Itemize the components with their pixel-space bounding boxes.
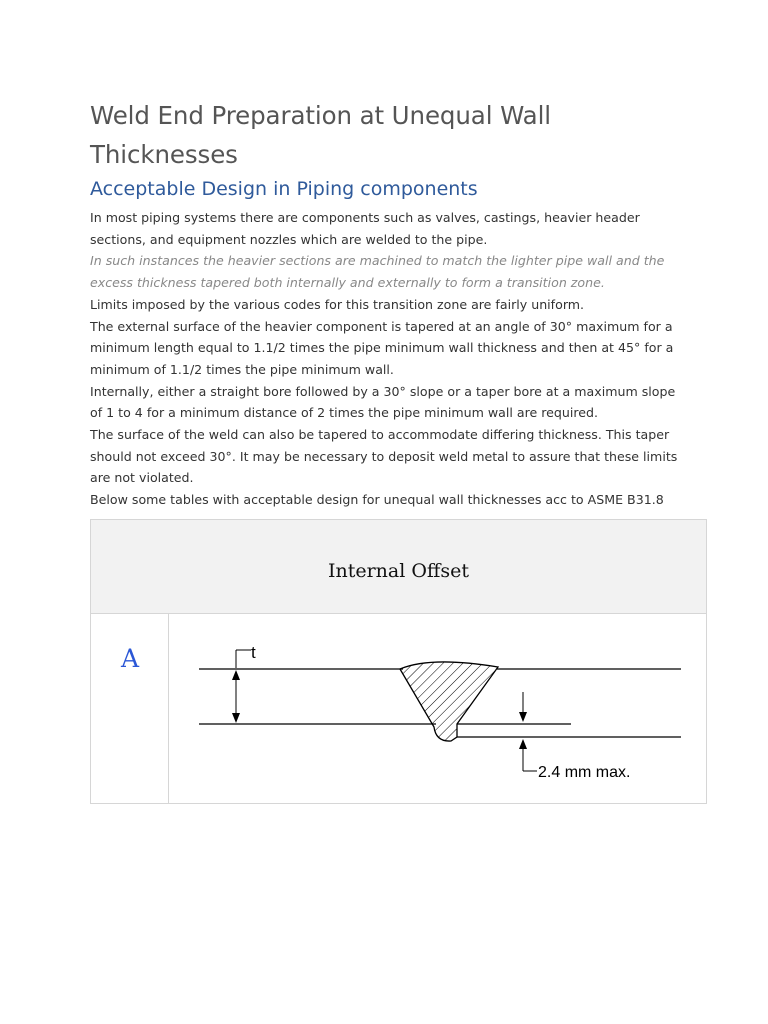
max-label: 2.4 mm max. <box>538 764 631 781</box>
max-arrow-lower <box>519 739 527 749</box>
row-label: A <box>120 644 140 673</box>
weld-bead <box>400 662 498 741</box>
weld-offset-diagram <box>91 520 708 805</box>
max-arrow-upper <box>519 712 527 722</box>
paragraph-intro: In most piping systems there are components such as valves, castings, heavier header sections, and equipment nozzles which are welded to the pipe. <box>90 210 640 247</box>
paragraph-weld-surface: The surface of the weld can also be tapered to accommodate differing thickness. This taper should not exceed 30°. It may be necessary to deposit weld metal to assure that these limits are not violated. <box>90 427 678 486</box>
paragraph-tables-intro: Below some tables with acceptable design for unequal wall thicknesses acc to ASME B31.8 <box>90 492 664 508</box>
page-title: Weld End Preparation at Unequal Wall Thicknesses <box>90 101 551 169</box>
table-title: Internal Offset <box>327 560 470 582</box>
section-heading: Acceptable Design in Piping components <box>90 178 478 200</box>
paragraph-internal: Internally, either a straight bore followed by a 30° slope or a taper bore at a maximum slope of 1 to 4 for a minimum distance of 2 times the pipe minimum wall are required. <box>90 383 676 421</box>
internal-offset-table <box>90 519 707 804</box>
paragraph-limits: Limits imposed by the various codes for this transition zone are fairly uniform. <box>90 296 585 312</box>
t-arrow-bottom <box>232 713 240 723</box>
paragraph-external: The external surface of the heavier component is tapered at an angle of 30° maximum for a minimum length equal to 1.1/2 times the pipe minimum wall thickness and then at 45° for a minimum of 1.1/2 times the pipe minimum wall. <box>90 318 674 377</box>
article <box>90 96 680 511</box>
t-arrow-top <box>232 670 240 680</box>
t-label: t <box>251 643 256 662</box>
paragraph-italic: In such instances the heavier sections are machined to match the lighter pipe wall and the excess thickness tapered both internally and externally to form a transition zone. <box>90 253 665 291</box>
